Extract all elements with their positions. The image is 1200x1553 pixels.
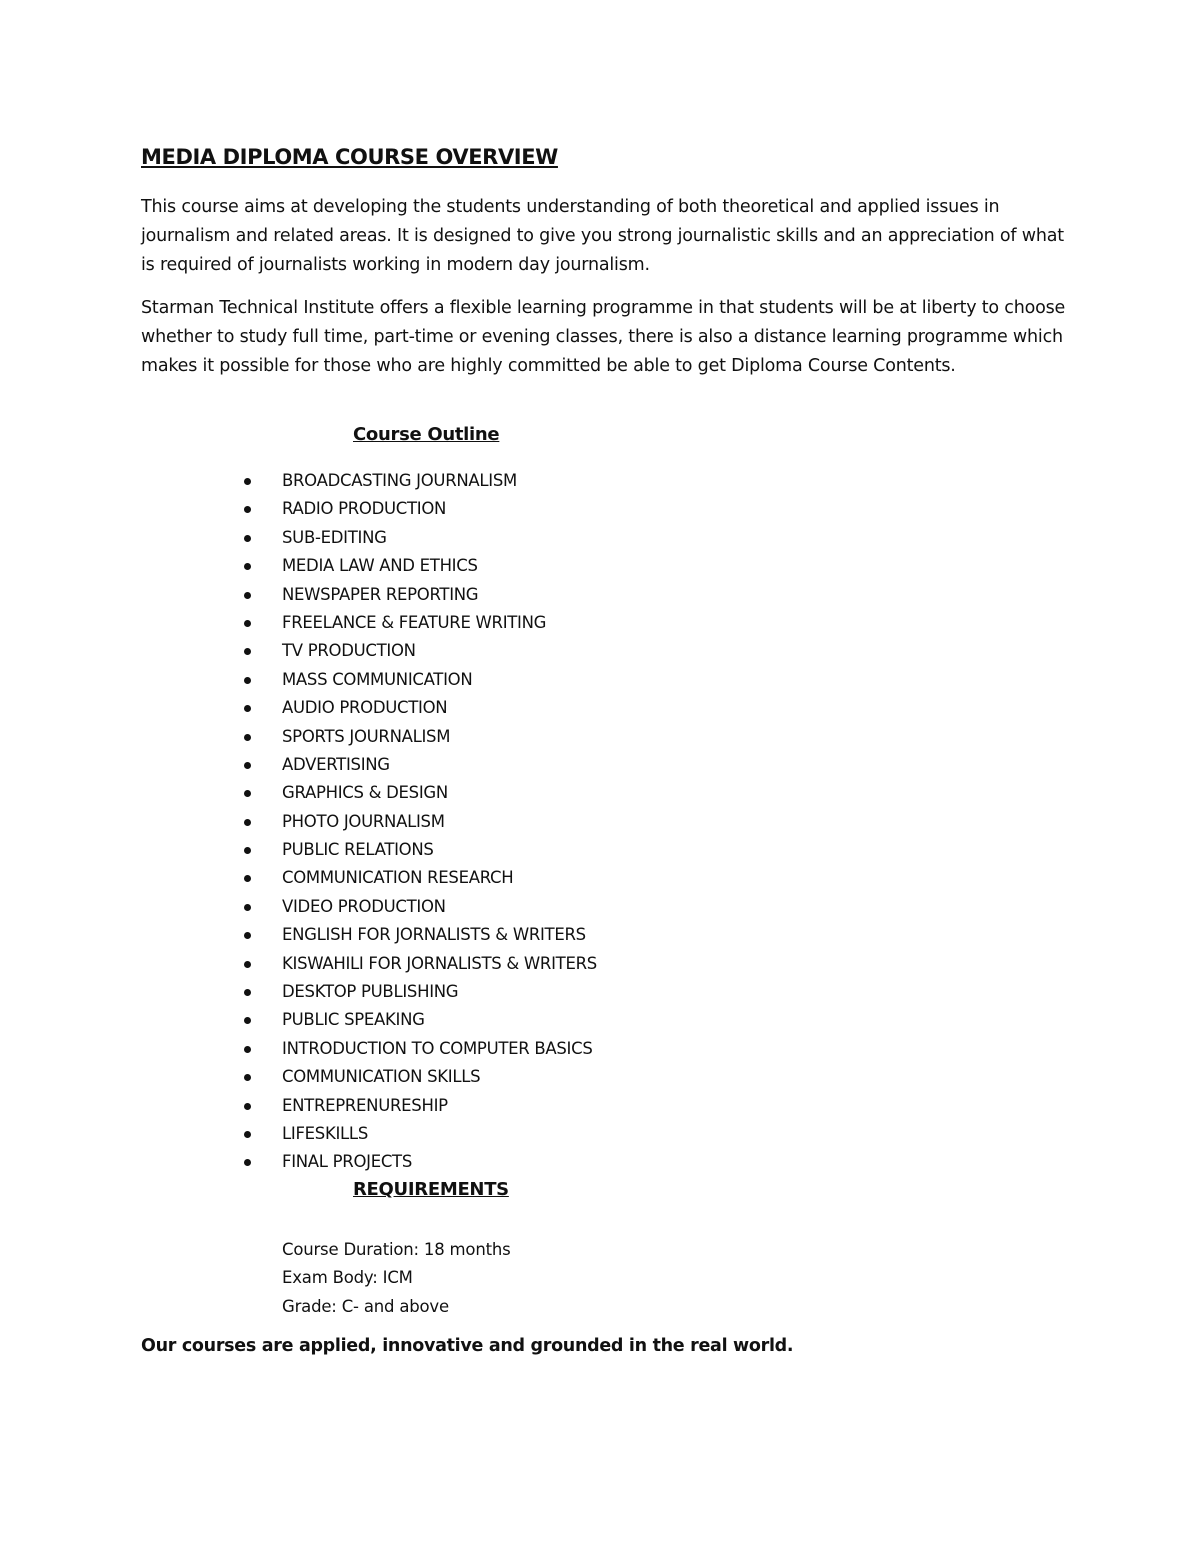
requirement-line: Exam Body: ICM xyxy=(282,1268,413,1288)
bullet-icon xyxy=(244,932,251,939)
bullet-icon xyxy=(244,790,251,797)
bullet-icon xyxy=(244,1017,251,1024)
requirement-line: Grade: C- and above xyxy=(282,1296,449,1316)
requirements-heading: REQUIREMENTS xyxy=(353,1179,509,1200)
course-label: INTRODUCTION TO COMPUTER BASICS xyxy=(282,1038,593,1058)
bullet-icon xyxy=(244,734,251,741)
bullet-icon xyxy=(244,535,251,542)
course-label: RADIO PRODUCTION xyxy=(282,499,447,519)
bullet-icon xyxy=(244,1131,251,1138)
requirement-line: Course Duration: 18 months xyxy=(282,1240,511,1259)
course-label: VIDEO PRODUCTION xyxy=(282,896,446,916)
bullet-icon xyxy=(244,961,251,968)
bullet-icon xyxy=(244,592,251,599)
course-label: PHOTO JOURNALISM xyxy=(282,811,445,831)
bullet-icon xyxy=(244,1046,251,1053)
bullet-icon xyxy=(244,677,251,684)
course-label: MEDIA LAW AND ETHICS xyxy=(282,556,478,576)
course-outline-heading: Course Outline xyxy=(353,424,500,445)
bullet-icon xyxy=(244,563,251,570)
bullet-icon xyxy=(244,1074,251,1081)
bullet-icon xyxy=(244,506,251,513)
bullet-icon xyxy=(244,762,251,769)
course-label: AUDIO PRODUCTION xyxy=(282,698,448,718)
course-label: ADVERTISING xyxy=(282,754,390,774)
bullet-icon xyxy=(244,904,251,911)
course-label: ENTREPRENURESHIP xyxy=(282,1095,448,1115)
bullet-icon xyxy=(244,847,251,854)
bullet-icon xyxy=(244,989,251,996)
bullet-icon xyxy=(244,648,251,655)
course-label: FREELANCE & FEATURE WRITING xyxy=(282,612,547,632)
bullet-icon xyxy=(244,1103,251,1110)
course-label: PUBLIC SPEAKING xyxy=(282,1010,425,1030)
course-label: SPORTS JOURNALISM xyxy=(282,726,451,746)
bullet-icon xyxy=(244,1159,251,1166)
bullet-icon xyxy=(244,875,251,882)
course-label: TV PRODUCTION xyxy=(282,641,416,661)
intro-paragraph: This course aims at developing the students understanding of both theoretical and applied issues in journalism and related areas. It is designed to give you strong journalistic skills and an appreciation of what is required of journalists working in modern day journalism. xyxy=(141,197,1064,275)
course-label: PUBLIC RELATIONS xyxy=(282,840,434,860)
course-label: ENGLISH FOR JORNALISTS & WRITERS xyxy=(282,925,586,945)
document-title: MEDIA DIPLOMA COURSE OVERVIEW xyxy=(141,145,558,169)
course-label: SUB-EDITING xyxy=(282,527,387,547)
requirements-list xyxy=(282,1236,511,1321)
course-label: GRAPHICS & DESIGN xyxy=(282,783,448,803)
course-label: DESKTOP PUBLISHING xyxy=(282,982,459,1002)
course-label: KISWAHILI FOR JORNALISTS & WRITERS xyxy=(282,953,597,973)
course-label: COMMUNICATION RESEARCH xyxy=(282,868,514,888)
course-label: MASS COMMUNICATION xyxy=(282,669,473,689)
bullet-icon xyxy=(244,478,251,485)
bullet-icon xyxy=(244,819,251,826)
programme-paragraph: Starman Technical Institute offers a flexible learning programme in that students will be at liberty to choose whether to study full time, part-time or evening classes, there is also a distance learning programme which makes it possible for those who are highly committed be able to get Diploma Course Contents. xyxy=(141,298,1066,376)
course-label: COMMUNICATION SKILLS xyxy=(282,1067,481,1087)
closing-statement: Our courses are applied, innovative and grounded in the real world. xyxy=(141,1336,794,1356)
course-label: FINAL PROJECTS xyxy=(282,1152,412,1172)
bullet-icon xyxy=(244,705,251,712)
course-label: NEWSPAPER REPORTING xyxy=(282,584,479,604)
course-label: LIFESKILLS xyxy=(282,1123,368,1143)
bullet-icon xyxy=(244,620,251,627)
course-label: BROADCASTING JOURNALISM xyxy=(282,471,517,490)
